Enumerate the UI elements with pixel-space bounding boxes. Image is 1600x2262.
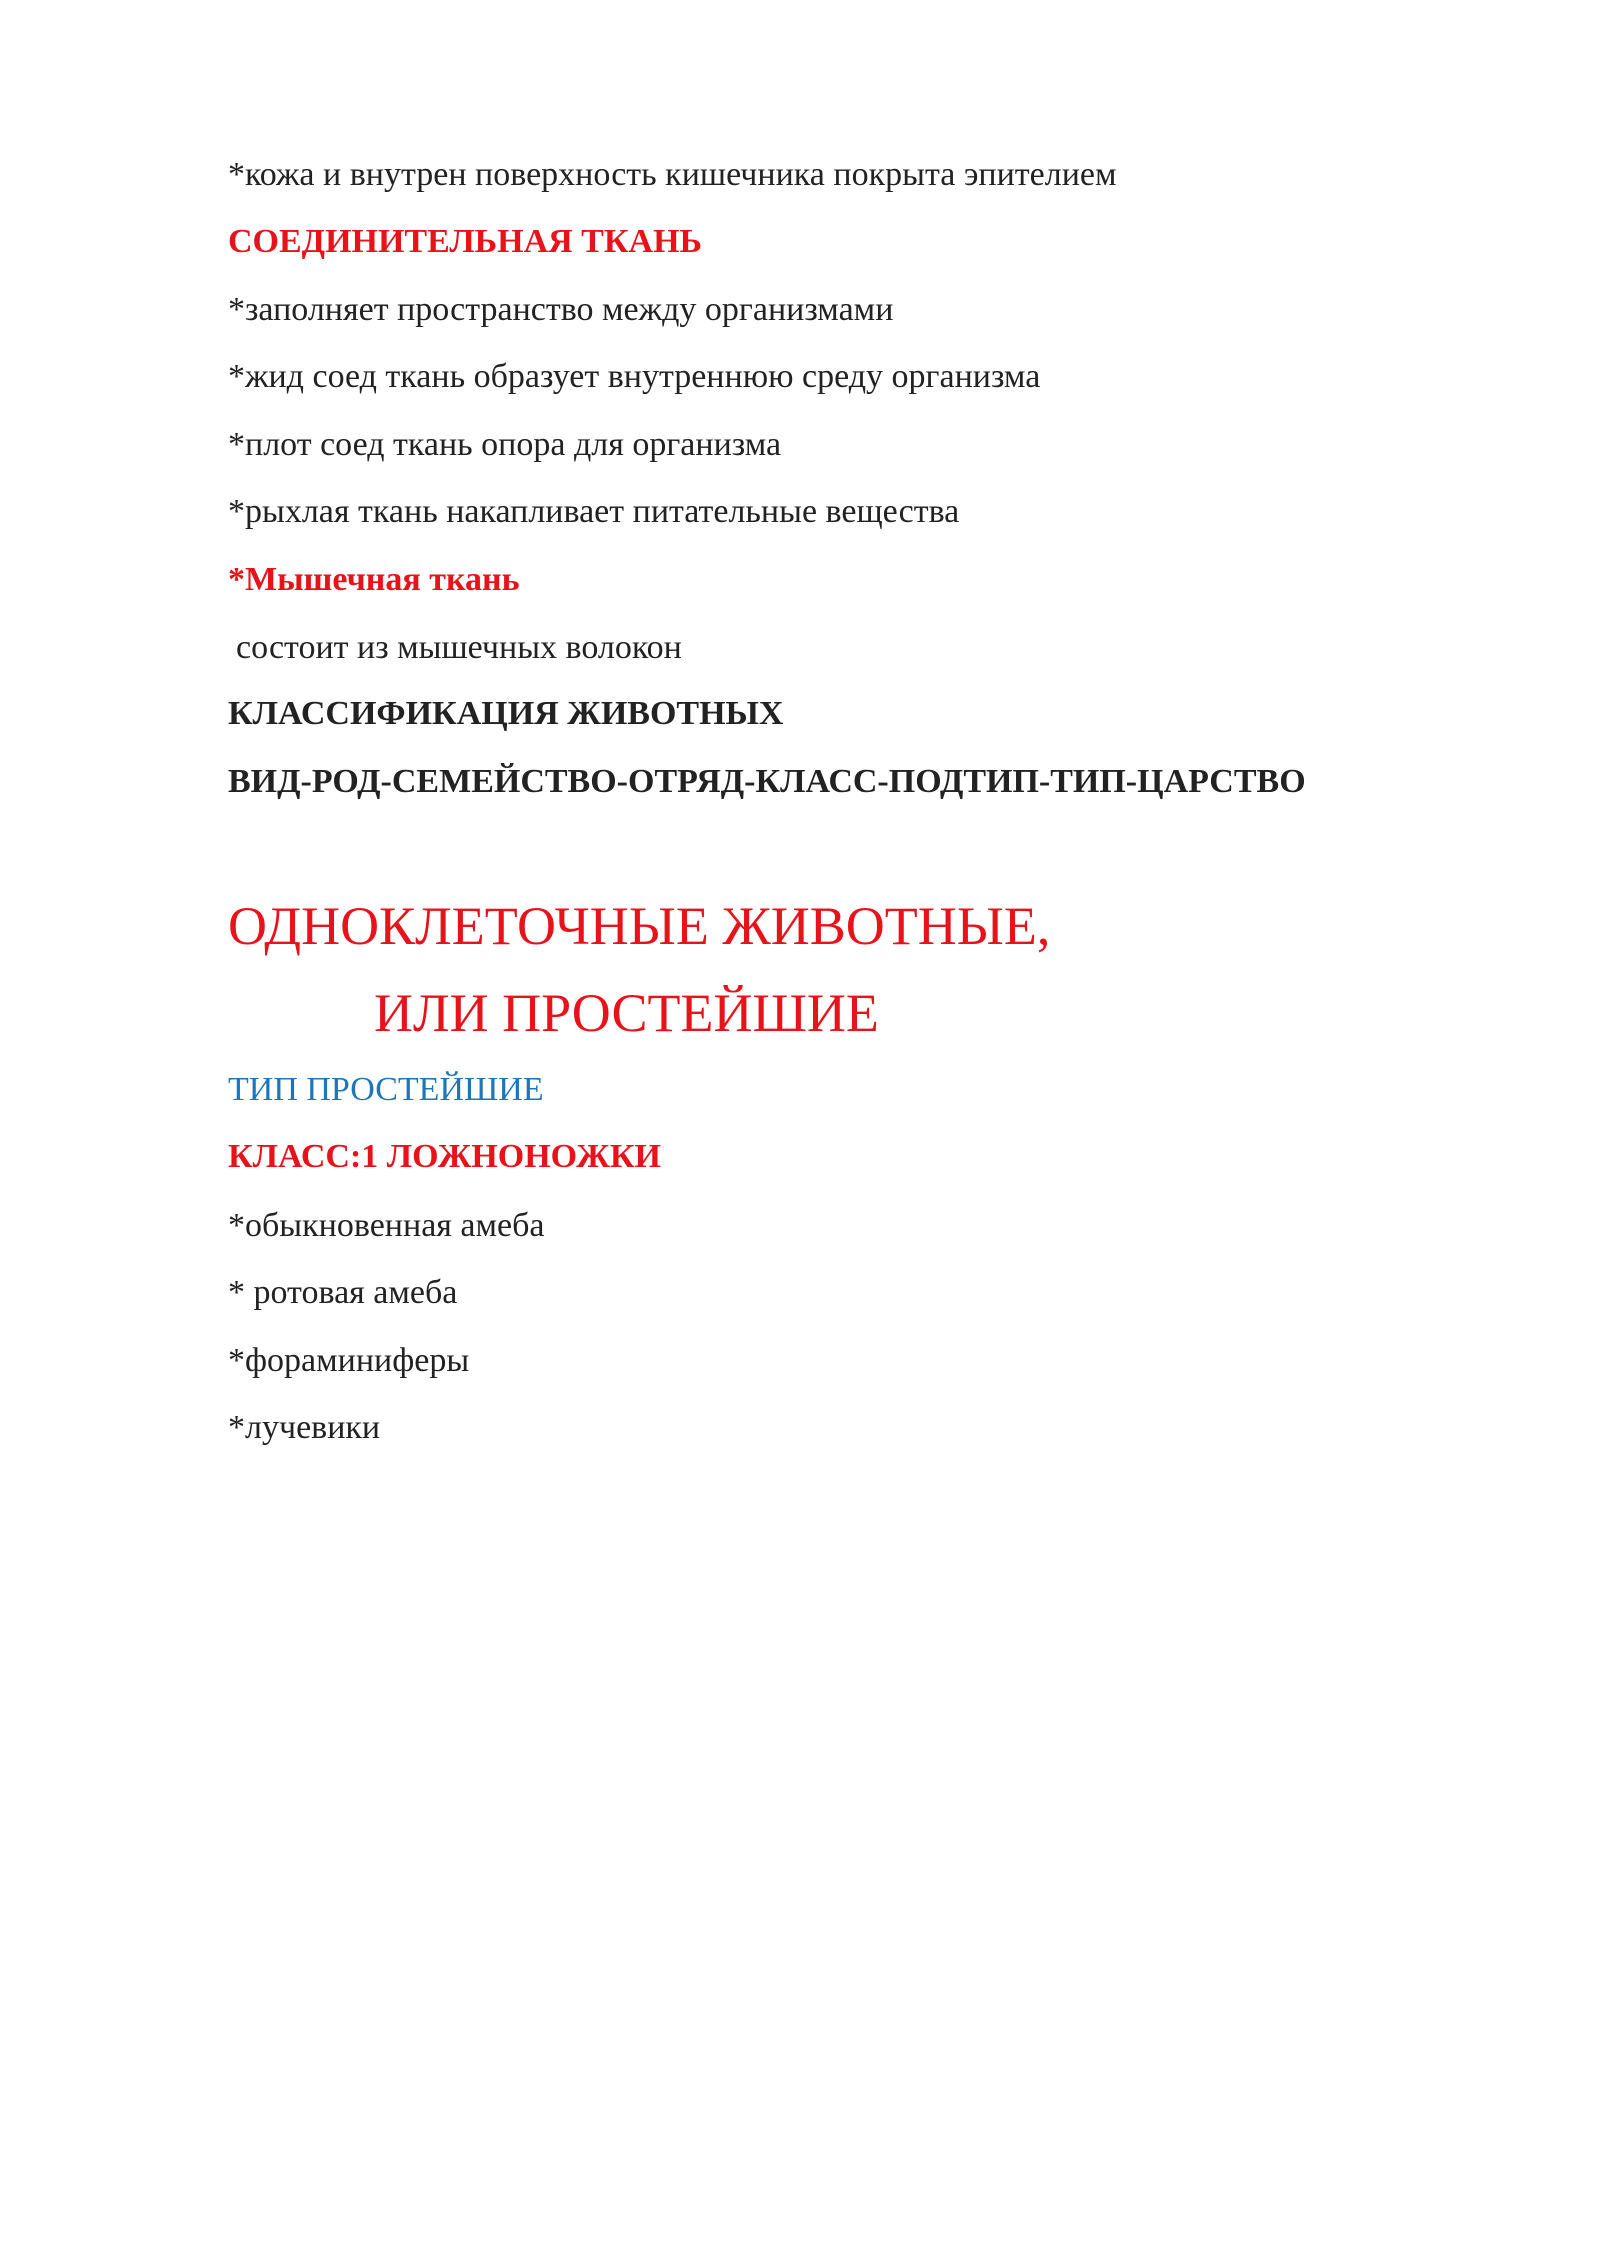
connective-fills-space-line: *заполняет пространство между организмами bbox=[228, 291, 894, 328]
common-amoeba-item: *обыкновенная амеба bbox=[228, 1207, 545, 1244]
unicellular-animals-title: ОДНОКЛЕТОЧНЫЕ ЖИВОТНЫЕ, bbox=[228, 896, 1051, 956]
muscle-tissue-heading: *Мышечная ткань bbox=[228, 561, 520, 598]
foraminifera-item: *фораминиферы bbox=[228, 1342, 470, 1379]
protozoa-title: ИЛИ ПРОСТЕЙШИЕ bbox=[374, 983, 879, 1043]
pseudopod-class-heading: КЛАСС:1 ЛОЖНОНОЖКИ bbox=[228, 1138, 661, 1175]
animal-classification-heading: КЛАССИФИКАЦИЯ ЖИВОТНЫХ bbox=[228, 695, 784, 732]
protozoa-type-heading: ТИП ПРОСТЕЙШИЕ bbox=[228, 1071, 544, 1108]
liquid-connective-tissue-line: *жид соед ткань образует внутреннюю среду организма bbox=[228, 358, 1041, 395]
dense-connective-tissue-line: *плот соед ткань опора для организма bbox=[228, 426, 782, 463]
muscle-fibers-line: состоит из мышечных волокон bbox=[236, 629, 682, 666]
loose-tissue-line: *рыхлая ткань накапливает питательные вещества bbox=[228, 493, 960, 530]
epithelium-note-line: *кожа и внутрен поверхность кишечника покрыта эпителием bbox=[228, 156, 1117, 193]
oral-amoeba-item: * ротовая амеба bbox=[228, 1274, 458, 1311]
taxonomy-hierarchy-line: ВИД-РОД-СЕМЕЙСТВО-ОТРЯД-КЛАСС-ПОДТИП-ТИП-ЦАРСТВО bbox=[228, 763, 1306, 800]
radiolaria-item: *лучевики bbox=[228, 1409, 381, 1446]
connective-tissue-heading: СОЕДИНИТЕЛЬНАЯ ТКАНЬ bbox=[228, 223, 702, 260]
